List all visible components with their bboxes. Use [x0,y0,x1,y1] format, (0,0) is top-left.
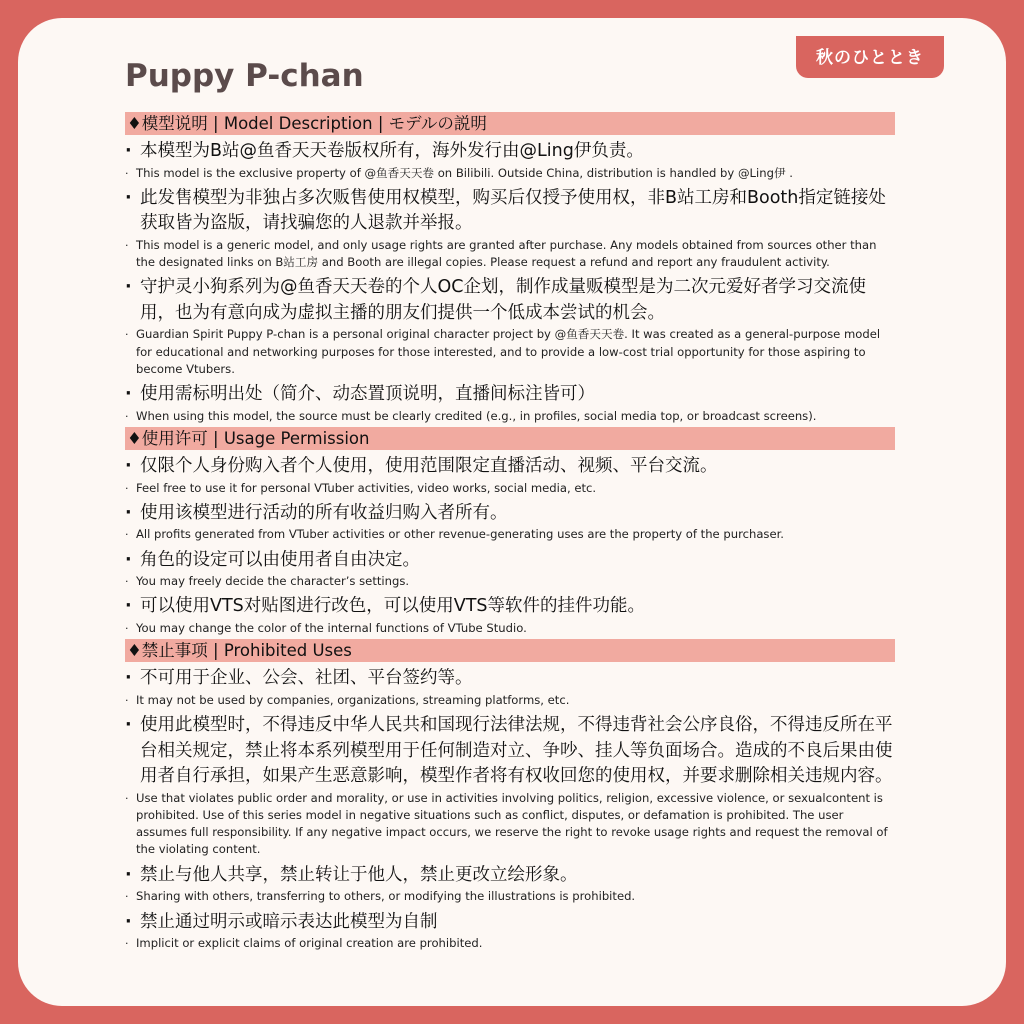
list-item [125,382,895,408]
list-item [125,863,895,889]
bullet: · [125,596,132,617]
bullet: · [125,528,129,542]
bullet: · [125,621,129,635]
list-item [125,666,895,692]
item-text-zh: 使用此模型时，不得违反中华人民共和国现行法律法规，不得违背社会公序良俗，不得违反所在平台相关规定，禁止将本系列模型用于任何制造对立、争吵、挂人等负面场合。造成的不良后果由使用者自行承担，如果产生恶意影响，模型作者将有权收回您的使用权，并要求删除相关违规内容。 [140,715,893,787]
bullet: · [125,668,132,689]
item-text-en: You may change the color of the internal functions of VTube Studio. [136,620,527,635]
page-title: Puppy P-chan [125,58,364,94]
list-item [125,910,895,936]
bullet: · [125,937,129,951]
list-item [125,326,895,378]
list-item [125,480,895,497]
list-item [125,935,895,952]
item-text-zh: 仅限个人身份购入者个人使用，使用范围限定直播活动、视频、平台交流。 [140,456,718,477]
item-text-zh: 守护灵小狗系列为@鱼香天天卷的个人OC企划，制作成量贩模型是为二次元爱好者学习交流使用，也为有意向成为虚拟主播的朋友们提供一个低成本尝试的机会。 [140,277,866,323]
item-text-en: All profits generated from VTuber activities or other revenue-generating uses are the property of the purchaser. [136,527,784,542]
corner-tag: 秋のひととき [796,36,944,78]
item-text-zh: 使用该模型进行活动的所有收益归购入者所有。 [140,502,508,523]
bullet: · [125,238,129,252]
list-item [125,713,895,790]
list-item [125,237,895,272]
bullet: · [125,864,132,885]
item-text-zh: 使用需标明出处（简介、动态置顶说明，直播间标注皆可） [140,384,595,405]
item-text-en: You may freely decide the character’s settings. [136,574,410,589]
document-body [125,112,895,952]
item-text-zh: 此发售模型为非独占多次贩售使用权模型，购买后仅授予使用权，非B站工房和Booth指定链接处获取皆为盗版，请找骗您的人退款并举报。 [140,187,886,234]
item-text-en: It may not be used by companies, organizations, streaming platforms, etc. [136,692,570,707]
section-heading-usage-permission: ♦使用许可 | Usage Permission [125,427,895,450]
list-item [125,888,895,905]
item-text-zh: 可以使用VTS对贴图进行改色，可以使用VTS等软件的挂件功能。 [140,596,646,617]
bullet: · [125,277,132,298]
bullet: · [125,575,129,589]
item-text-en: This model is the exclusive property of @鱼香天天卷 on Bilibili. Outside China, distribution is handled by @Ling伊 . [136,165,793,180]
item-text-zh: 不可用于企业、公会、社团、平台签约等。 [140,668,473,689]
bullet: · [125,549,132,570]
list-item [125,165,895,182]
list-item [125,594,895,620]
section-heading-prohibited-uses: ♦禁止事项 | Prohibited Uses [125,639,895,662]
item-text-zh: 本模型为B站@鱼香天天卷版权所有，海外发行由@Ling伊负责。 [140,141,644,161]
item-text-en: When using this model, the source must be clearly credited (e.g., in profiles, social media top, or broadcast screens). [136,408,817,423]
bullet: · [125,715,132,736]
list-item [125,139,895,165]
item-text-zh: 禁止与他人共享，禁止转让于他人，禁止更改立绘形象。 [140,864,578,885]
section-heading-model-description: ♦模型说明 | Model Description | モデルの説明 [125,112,895,135]
bullet: · [125,328,129,342]
bullet: · [125,911,132,932]
list-item [125,454,895,480]
bullet: · [125,791,129,805]
bullet: · [125,187,132,208]
item-text-zh: 角色的设定可以由使用者自由决定。 [140,549,420,570]
item-text-en: Sharing with others, transferring to others, or modifying the illustrations is prohibited. [136,889,636,904]
list-item [125,526,895,543]
list-item [125,620,895,637]
bullet: · [125,456,132,477]
item-text-zh: 禁止通过明示或暗示表达此模型为自制 [140,911,438,932]
list-item [125,186,895,237]
item-text-en: Guardian Spirit Puppy P-chan is a personal original character project by @鱼香天天卷. It was created as a general-purpose model for educational and networking purposes for those interested, and to provide a low-cost trial opportunity for those aspiring to become Vtubers. [136,327,881,376]
bullet: · [125,502,132,523]
item-text-en: Feel free to use it for personal VTuber activities, video works, social media, etc. [136,480,597,495]
item-text-en: Implicit or explicit claims of original creation are prohibited. [136,936,483,951]
list-item [125,275,895,326]
list-item [125,548,895,574]
list-item [125,501,895,527]
item-text-en: This model is a generic model, and only usage rights are granted after purchase. Any models obtained from sources other than the designated links on B站工房 and Booth are illegal copies. Please request a refund and report any fraudulent activity. [136,237,877,270]
bullet: · [125,166,129,180]
item-text-en: Use that violates public order and morality, or use in activities involving politics, religion, excessive violence, or sexualcontent is prohibited. Use of this series model in negative situations such as conflict, disputes, or defamation is prohibited. The user assumes full responsibility. If any negative impact occurs, we reserve the right to revoke usage rights and request the removal of the violating content. [136,790,888,857]
bullet: · [125,141,132,161]
bullet: · [125,890,129,904]
bullet: · [125,409,129,423]
bullet: · [125,481,129,495]
list-item [125,692,895,709]
bullet: · [125,693,129,707]
list-item [125,573,895,590]
bullet: · [125,384,132,405]
document-card [18,18,1006,1006]
list-item [125,408,895,425]
list-item [125,790,895,859]
